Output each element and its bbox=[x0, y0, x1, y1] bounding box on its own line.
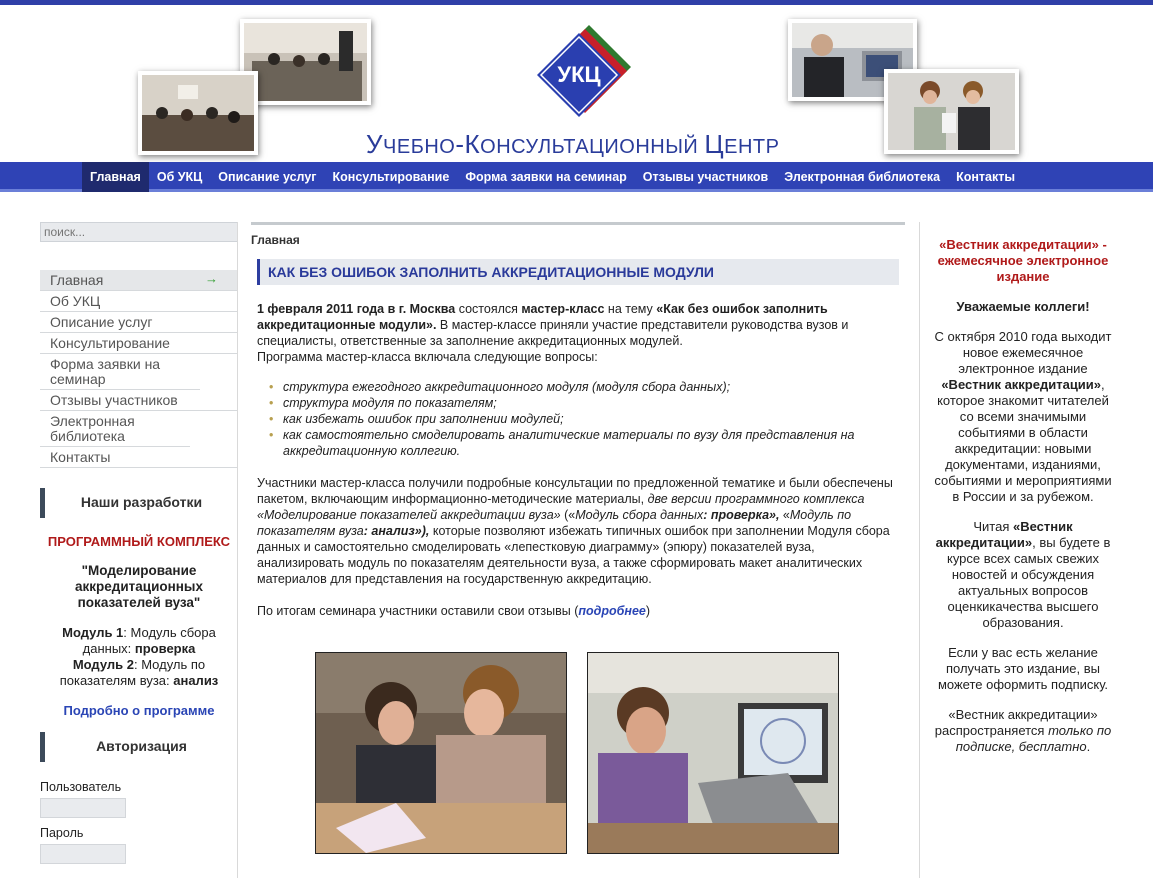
article-intro: 1 февраля 2011 года в г. Москва состоялся мастер-класс на тему «Как без ошибок заполнить аккредитационные модули». В мастер-классе приняли участие представители руководства вузов и специалисты, ответственные за заполнение аккредитационных модулей. Программа мастер-класса включала следующие вопросы: bbox=[257, 302, 849, 364]
list-item: • как самостоятельно смоделировать аналитические материалы по вузу для представления на аккредитационную коллегию. bbox=[269, 427, 899, 459]
nav-item-about[interactable]: Об УКЦ bbox=[156, 170, 203, 184]
nav-item-reviews[interactable]: Отзывы участников bbox=[642, 170, 769, 184]
list-item: • структура модуля по показателям; bbox=[269, 395, 899, 411]
right-sidebar bbox=[930, 237, 1116, 755]
sidebar-item-library[interactable]: Электронная библиотека bbox=[40, 411, 190, 447]
site-title: УЧЕБНО-КОНСУЛЬТАЦИОННЫЙ ЦЕНТР bbox=[366, 129, 780, 159]
sidebar-item-contacts[interactable]: Контакты bbox=[40, 447, 238, 468]
main-content bbox=[251, 222, 905, 619]
nav-item-consulting[interactable]: Консультирование bbox=[332, 170, 450, 184]
header-photo-4 bbox=[884, 69, 1019, 154]
seminar-photo-1 bbox=[315, 652, 567, 854]
sidebar-item-about[interactable]: Об УКЦ bbox=[40, 291, 238, 312]
password-field[interactable] bbox=[40, 844, 126, 864]
site-logo[interactable] bbox=[527, 23, 637, 123]
developments-title: Наши разработки bbox=[40, 488, 238, 518]
program-modules: Модуль 1: Модуль сбора данных: проверка Модуль 2: Модуль по показателям вуза: анализ bbox=[59, 625, 219, 688]
bulletin-paragraph: Если у вас есть желание получать это издание, вы можете оформить подписку. bbox=[937, 645, 1109, 692]
arrow-right-icon: → bbox=[205, 271, 218, 286]
bulletin-greeting: Уважаемые коллеги! bbox=[956, 299, 1090, 314]
bulletin-title: «Вестник аккредитации» - ежемесячное электронное издание bbox=[937, 237, 1109, 284]
question-list bbox=[269, 379, 899, 459]
content-top-bar bbox=[251, 222, 905, 225]
breadcrumb: Главная bbox=[251, 233, 300, 247]
nav-item-library[interactable]: Электронная библиотека bbox=[784, 170, 941, 184]
auth-title: Авторизация bbox=[40, 732, 238, 762]
username-label: Пользователь bbox=[40, 780, 122, 794]
left-divider bbox=[237, 222, 238, 878]
password-label: Пароль bbox=[40, 826, 84, 840]
logo-text: УКЦ bbox=[557, 62, 601, 87]
sidebar-item-services[interactable]: Описание услуг bbox=[40, 312, 238, 333]
username-field[interactable] bbox=[40, 798, 126, 818]
bulletin-paragraph: С октября 2010 года выходит новое ежемесячное электронное издание «Вестник аккредитации», которое знакомит читателей со всеми значимыми событиями в области аккредитации: новыми документами, изданиями, событиями и мероприятиями в России и за рубежом. bbox=[934, 329, 1112, 504]
article-paragraph: Участники мастер-класса получили подробные консультации по предложенной тематике и были обеспечены пакетом, включающим информационно-методические материалы, две версии программного комплекса «Моделирование показателей аккредитации вуза» («Модуль сбора данных: проверка», «Модуль по показателям вуза: анализ»), которые позволяют избежать типичных ошибок при заполнении Модуля сбора данных и самостоятельно смоделировать «лепестковую диаграмму» (эпюру) показателей вуза, анализировать модуль по показателям деятельности вуза, а также сформировать макет аналитических материалов для представления на государственную аккредитацию. bbox=[257, 476, 893, 586]
reviews-more-link[interactable]: подробнее bbox=[578, 604, 646, 618]
nav-item-seminar-form[interactable]: Форма заявки на семинар bbox=[465, 170, 627, 184]
nav-item-contacts[interactable]: Контакты bbox=[956, 170, 1016, 184]
right-divider bbox=[919, 222, 920, 878]
bulletin-paragraph: Читая «Вестник аккредитации», вы будете в курсе всех самых свежих новостей и обсуждения актуальных вопросов оценкикачества высшего образования. bbox=[935, 519, 1111, 630]
sidebar-item-home[interactable]: Главная → bbox=[40, 270, 238, 291]
nav-item-services[interactable]: Описание услуг bbox=[218, 170, 317, 184]
site-header bbox=[0, 5, 1153, 162]
sidebar-menu bbox=[40, 270, 238, 468]
program-details-link[interactable]: Подробно о программе bbox=[63, 703, 215, 718]
header-photo-1 bbox=[240, 19, 371, 105]
left-sidebar bbox=[40, 222, 238, 864]
article-body bbox=[257, 301, 899, 619]
nav-item-home[interactable]: Главная bbox=[82, 162, 149, 192]
main-nav bbox=[0, 162, 1153, 192]
header-photo-2 bbox=[138, 71, 258, 155]
seminar-photo-2 bbox=[587, 652, 839, 854]
program-label: ПРОГРАММНЫЙ КОМПЛЕКС bbox=[47, 534, 231, 549]
search-input[interactable] bbox=[40, 222, 238, 242]
sidebar-item-reviews[interactable]: Отзывы участников bbox=[40, 390, 238, 411]
list-item: • как избежать ошибок при заполнении модулей; bbox=[269, 411, 899, 427]
sidebar-item-seminar-form[interactable]: Форма заявки на семинар bbox=[40, 354, 200, 390]
article-title: КАК БЕЗ ОШИБОК ЗАПОЛНИТЬ АККРЕДИТАЦИОННЫЕ МОДУЛИ bbox=[257, 259, 899, 285]
article-reviews-line: По итогам семинара участники оставили свои отзывы (подробнее) bbox=[257, 604, 651, 618]
sidebar-item-consulting[interactable]: Консультирование bbox=[40, 333, 238, 354]
list-item: • структура ежегодного аккредитационного модуля (модуля сбора данных); bbox=[269, 379, 899, 395]
program-name: "Моделирование аккредитационных показателей вуза" bbox=[75, 563, 203, 610]
bulletin-paragraph: «Вестник аккредитации» распространяется только по подписке, бесплатно. bbox=[934, 707, 1112, 754]
